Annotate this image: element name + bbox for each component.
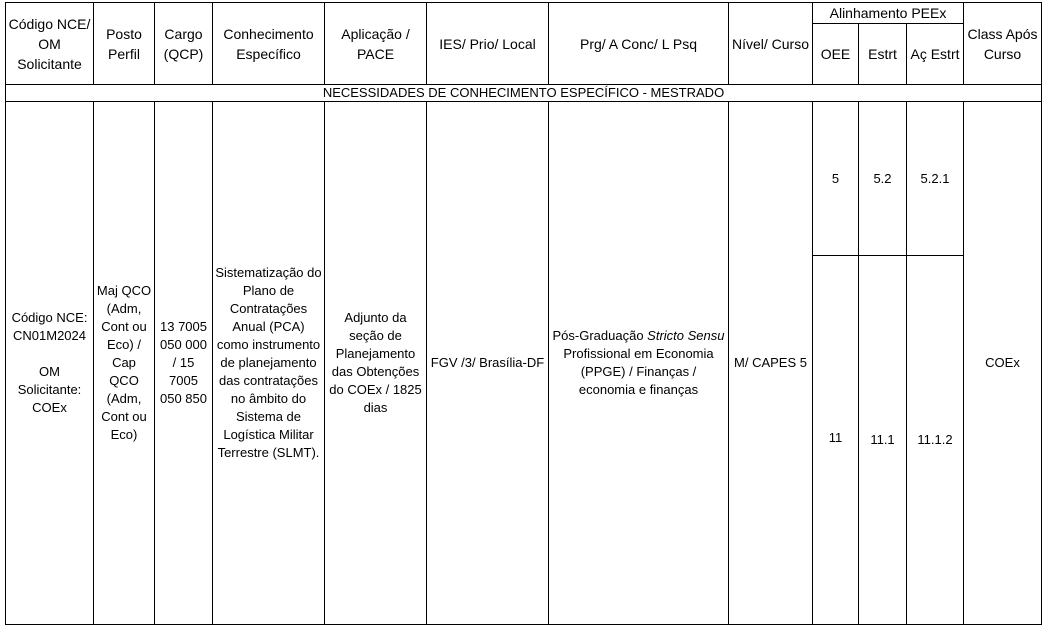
header-class: Class Após Curso	[964, 3, 1042, 85]
cell-cargo: 13 7005 050 000 / 15 7005 050 850	[155, 102, 213, 625]
header-aplicacao: Aplicação / PACE	[325, 3, 427, 85]
cell-nivel: M/ CAPES 5	[729, 102, 813, 625]
cell-estrt-2: 11.1	[859, 256, 907, 625]
prg-italic: Stricto Sensu	[647, 328, 725, 343]
cell-prg	[549, 102, 729, 625]
needs-table	[5, 2, 1042, 625]
codigo-nce: Código NCE: CN01M2024	[11, 310, 88, 343]
cell-estrt-1: 5.2	[859, 102, 907, 256]
header-estrt: Estrt	[859, 24, 907, 85]
prg-suffix: Profissional em Economia (PPGE) / Finanças / economia e finanças	[563, 346, 714, 397]
section-title: NECESSIDADES DE CONHECIMENTO ESPECÍFICO - MESTRADO	[6, 85, 1042, 102]
cell-acao-2: 11.1.2	[907, 256, 964, 625]
header-posto: Posto Perfil	[94, 3, 155, 85]
header-conhecimento: Conhecimento Específico	[213, 3, 325, 85]
cell-class: COEx	[964, 102, 1042, 625]
cell-oee-2: 11	[813, 256, 859, 625]
header-row-top	[6, 3, 1042, 24]
header-ies: IES/ Prio/ Local	[427, 3, 549, 85]
header-cargo: Cargo (QCP)	[155, 3, 213, 85]
cell-conhecimento: Sistematização do Plano de Contratações Anual (PCA) como instrumento de planejamento das contratações no âmbito do Sistema de Logística Militar Terrestre (SLMT).	[213, 102, 325, 625]
header-oee: OEE	[813, 24, 859, 85]
header-prg: Prg/ A Conc/ L Psq	[549, 3, 729, 85]
cell-codigo	[6, 102, 94, 625]
table-row	[6, 102, 1042, 256]
section-row	[6, 85, 1042, 102]
cell-oee-1: 5	[813, 102, 859, 256]
header-codigo: Código NCE/ OM Solicitante	[6, 3, 94, 85]
cell-posto: Maj QCO (Adm, Cont ou Eco) / Cap QCO (Adm, Cont ou Eco)	[94, 102, 155, 625]
header-alinhamento: Alinhamento PEEx	[813, 3, 964, 24]
header-nivel: Nível/ Curso	[729, 3, 813, 85]
header-acestrt: Aç Estrt	[907, 24, 964, 85]
cell-ies: FGV /3/ Brasília-DF	[427, 102, 549, 625]
om-solicitante: OM Solicitante: COEx	[17, 364, 82, 415]
prg-prefix: Pós-Graduação	[552, 328, 648, 343]
cell-aplicacao: Adjunto da seção de Planejamento das Obtenções do COEx / 1825 dias	[325, 102, 427, 625]
cell-acao-1: 5.2.1	[907, 102, 964, 256]
